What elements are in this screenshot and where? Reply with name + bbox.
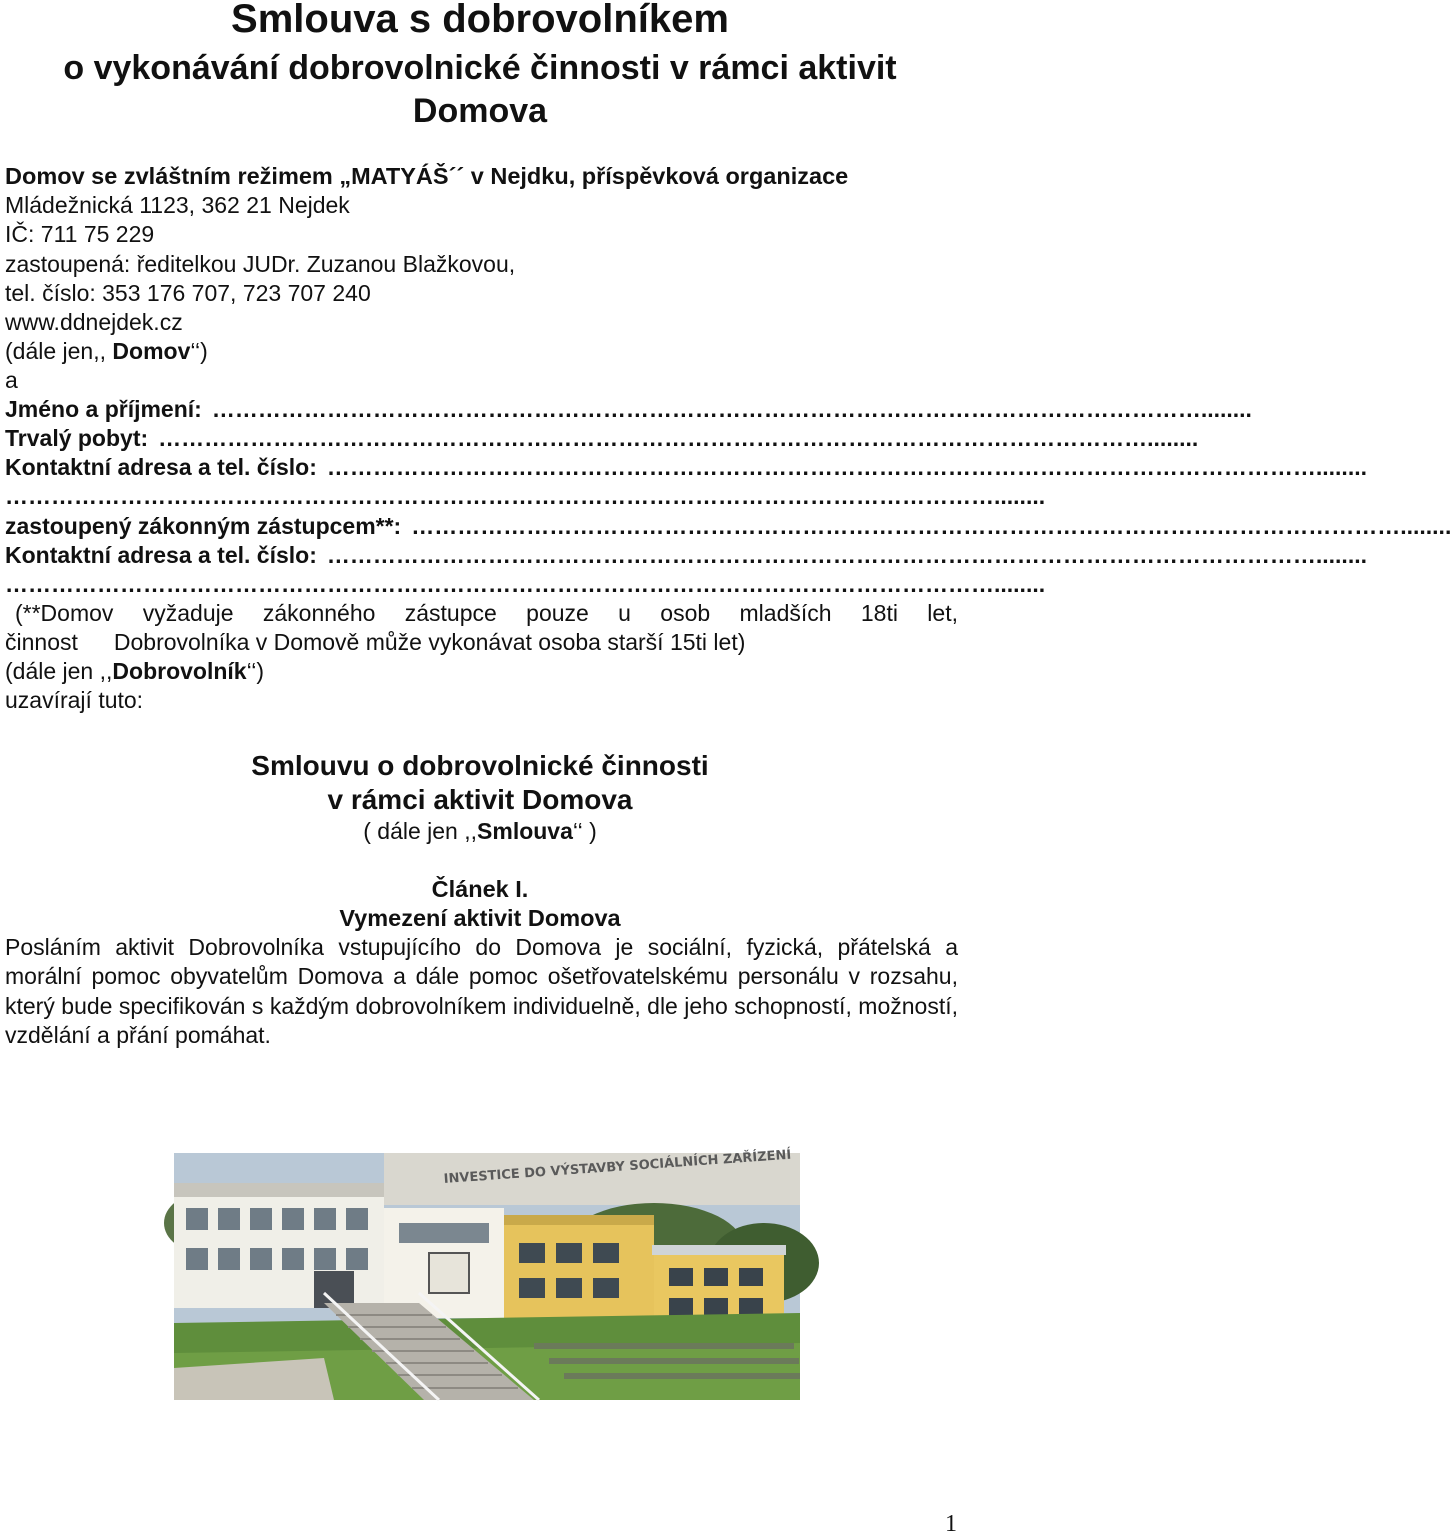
note-line-1: (**Domov vyžaduje zákonného zástupce pouze u osob mladších 18ti let, xyxy=(15,600,958,626)
field-representative-label: zastoupený zákonným zástupcem**: xyxy=(5,513,402,539)
contract-alias-prefix: ( dále jen ,, xyxy=(363,818,478,844)
volunteer-alias-suffix: ‘‘) xyxy=(246,658,265,684)
contract-alias-name: Smlouva xyxy=(477,818,573,844)
contract-heading-line-2: v rámci aktivit Domova xyxy=(327,784,633,815)
conjunction-and: a xyxy=(5,367,18,393)
contract-heading-line-1: Smlouvu o dobrovolnické činnosti xyxy=(251,750,709,781)
document-title: Smlouva s dobrovolníkem xyxy=(231,0,729,41)
article-text: Posláním aktivit Dobrovolníka vstupujícího do Domova je sociální, fyzická, přátelská a morální pomoc obyvatelům Domova a dále pomoc ošetřovatelskému personálu v rozsahu, který bude specifikován s každým dobrovolníkem individuelně, dle jeho schopností, možností, vzdělání a přání pomáhat. xyxy=(5,934,958,1048)
organization-alias xyxy=(5,337,208,366)
field-contact-continued[interactable] xyxy=(5,482,1046,511)
field-contact-2-dots-end: ........ xyxy=(1315,542,1367,568)
sign-board-text: INVESTICE DO VÝSTAVBY SOCIÁLNÍCH ZAŘÍZENÍ xyxy=(443,1147,792,1187)
field-residence-dots: ………………………………………………………………………………………………………………… xyxy=(158,425,1148,451)
document-subtitle-line-2: Domova xyxy=(412,92,548,130)
article-title: Vymezení aktivit Domova xyxy=(339,905,621,931)
organization-alias-suffix: ‘‘) xyxy=(190,338,208,364)
field-contact-2-continued-dots: ………………………………………………………………………………………………………………… xyxy=(5,571,994,597)
organization-alias-prefix: (dále jen,, xyxy=(5,338,113,364)
organization-alias-name: Domov xyxy=(112,338,191,364)
field-contact[interactable] xyxy=(5,453,1367,482)
field-residence-label: Trvalý pobyt: xyxy=(5,425,149,451)
volunteer-alias xyxy=(5,657,264,686)
field-name-dots-end: ........ xyxy=(1200,396,1252,422)
field-representative[interactable] xyxy=(5,512,1451,541)
field-representative-dots-end: ........ xyxy=(1400,513,1451,539)
field-name-label: Jméno a příjmení: xyxy=(5,396,202,422)
field-contact-label: Kontaktní adresa a tel. číslo: xyxy=(5,454,317,480)
organization-ic: IČ: 711 75 229 xyxy=(5,221,155,247)
contract-alias-suffix: ‘‘ ) xyxy=(572,818,597,844)
conclude-text: uzavírají tuto: xyxy=(5,687,144,713)
note-line-2-rest: Dobrovolníka v Domově může vykonávat osoba starší 15ti let) xyxy=(113,629,746,655)
field-contact-continued-dots-end: ........ xyxy=(994,483,1046,509)
field-contact-2-label: Kontaktní adresa a tel. číslo: xyxy=(5,542,317,568)
field-contact-dots: ………………………………………………………………………………………………………………… xyxy=(326,454,1316,480)
field-name[interactable] xyxy=(5,395,1252,424)
field-contact-dots-end: ........ xyxy=(1315,454,1367,480)
organization-name: Domov se zvláštním režimem „MATYÁŠ´´ v Nejdku, příspěvková organizace xyxy=(5,163,849,189)
organization-phone: tel. číslo: 353 176 707, 723 707 240 xyxy=(5,280,371,306)
field-name-dots: ………………………………………………………………………………………………………………… xyxy=(211,396,1201,422)
organization-representative: zastoupená: ředitelkou JUDr. Zuzanou Blažkovou, xyxy=(5,251,516,277)
field-residence[interactable] xyxy=(5,424,1199,453)
page-number: 1 xyxy=(945,1511,957,1537)
organization-web: www.ddnejdek.cz xyxy=(5,309,183,335)
note-line-2-start: činnost xyxy=(5,629,78,655)
field-representative-dots: ………………………………………………………………………………………………………………… xyxy=(411,513,1401,539)
volunteer-alias-name: Dobrovolník xyxy=(112,658,247,684)
field-contact-2-continued-dots-end: ........ xyxy=(994,571,1046,597)
building-photo xyxy=(174,1147,800,1400)
note-line-2 xyxy=(5,628,745,657)
article-number: Článek I. xyxy=(431,876,529,902)
organization-address: Mládežnická 1123, 362 21 Nejdek xyxy=(5,192,350,218)
field-contact-continued-dots: ………………………………………………………………………………………………………………… xyxy=(5,483,994,509)
field-contact-2-dots: ………………………………………………………………………………………………………………… xyxy=(326,542,1316,568)
field-contact-2-continued[interactable] xyxy=(5,570,1046,599)
field-residence-dots-end: ........ xyxy=(1147,425,1199,451)
volunteer-alias-prefix: (dále jen ,, xyxy=(5,658,113,684)
contract-alias xyxy=(0,817,960,846)
document-subtitle-line-1: o vykonávání dobrovolnické činnosti v rámci aktivit xyxy=(63,49,897,87)
field-contact-2[interactable] xyxy=(5,541,1367,570)
